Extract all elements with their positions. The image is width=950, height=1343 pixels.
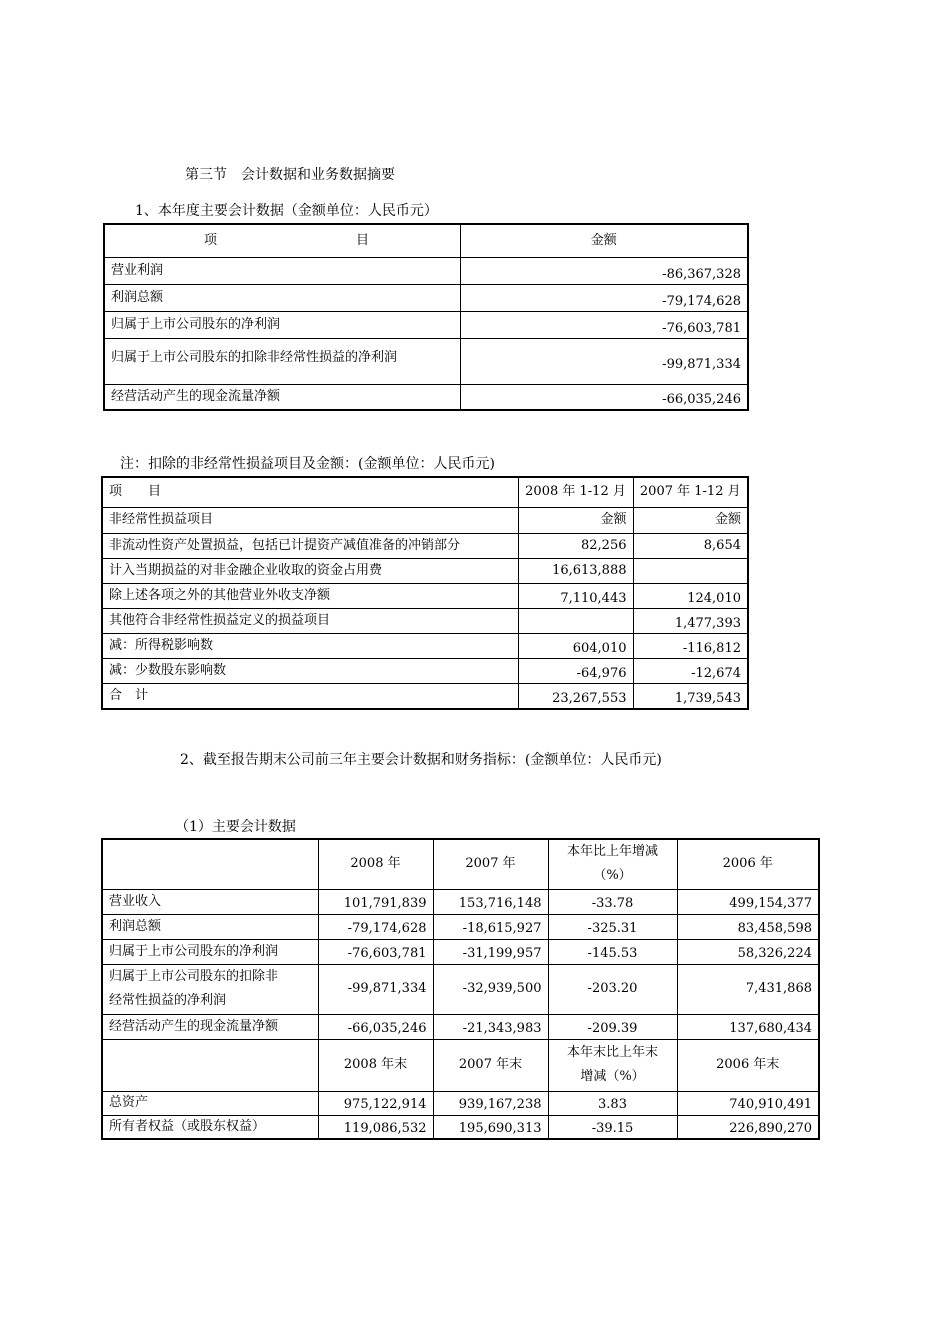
header2-blank — [102, 1039, 318, 1091]
row-label: 减：少数股东影响数 — [102, 658, 518, 683]
header-2008: 2008 年 1-12 月 — [518, 477, 633, 507]
header2-2008: 2008 年末 — [318, 1039, 433, 1091]
row-2007: 124,010 — [633, 583, 748, 608]
row-2006: 83,458,598 — [677, 914, 819, 939]
row-label: 总资产 — [102, 1091, 318, 1115]
table-total-row — [102, 683, 748, 709]
header-item-right: 目 — [356, 232, 370, 248]
table2-caption: 注：扣除的非经常性损益项目及金额：(金额单位：人民币元) — [120, 456, 495, 472]
total-label: 合 计 — [102, 683, 518, 709]
table-row — [102, 964, 819, 1014]
section2-caption: 2、截至报告期末公司前三年主要会计数据和财务指标：(金额单位：人民币元) — [180, 752, 662, 768]
row-2007: 8,654 — [633, 533, 748, 558]
row-2008: -66,035,246 — [318, 1014, 433, 1039]
row-label: 营业利润 — [104, 257, 460, 284]
row-value: -86,367,328 — [460, 257, 748, 284]
row-label: 归属于上市公司股东的扣除非经常性损益的净利润 — [104, 338, 460, 384]
row-2008: 975,122,914 — [318, 1091, 433, 1115]
row-2008: -64,976 — [518, 658, 633, 683]
row-2008: -76,603,781 — [318, 939, 433, 964]
row-change: -145.53 — [548, 939, 677, 964]
row-2007: 153,716,148 — [433, 889, 548, 914]
row-change: 3.83 — [548, 1091, 677, 1115]
row-2006: 226,890,270 — [677, 1115, 819, 1139]
table-header-row-2 — [102, 1039, 819, 1091]
row-2007 — [633, 558, 748, 583]
row-label: 经营活动产生的现金流量净额 — [102, 1014, 318, 1039]
row-2008 — [518, 608, 633, 633]
row-change: -33.78 — [548, 889, 677, 914]
header-2007: 2007 年 1-12 月 — [633, 477, 748, 507]
table-row — [104, 284, 748, 311]
row-value: -99,871,334 — [460, 338, 748, 384]
row-2007: 939,167,238 — [433, 1091, 548, 1115]
table-row — [102, 608, 748, 633]
table-row — [102, 533, 748, 558]
table-row — [104, 384, 748, 410]
header-amount: 金额 — [460, 224, 748, 257]
table-row — [102, 1091, 819, 1115]
row-label: 归属于上市公司股东的净利润 — [102, 939, 318, 964]
header2-2007: 2007 年末 — [433, 1039, 548, 1091]
total-2007: 1,739,543 — [633, 683, 748, 709]
row-label: 非流动性资产处置损益，包括已计提资产减值准备的冲销部分 — [102, 533, 518, 558]
table-header-row — [104, 224, 748, 257]
row-value: -76,603,781 — [460, 311, 748, 338]
header-change-line2: （%） — [593, 868, 632, 884]
row-2008: 16,613,888 — [518, 558, 633, 583]
header-blank — [102, 839, 318, 889]
row-label: 计入当期损益的对非金融企业收取的资金占用费 — [102, 558, 518, 583]
row-2007: -116,812 — [633, 633, 748, 658]
row-2007: 195,690,313 — [433, 1115, 548, 1139]
header-item-left: 项 — [204, 232, 218, 248]
row-label: 利润总额 — [102, 914, 318, 939]
total-2008: 23,267,553 — [518, 683, 633, 709]
header2-2006: 2006 年末 — [677, 1039, 819, 1091]
row-2007: -32,939,500 — [433, 964, 548, 1014]
row-2008: 7,110,443 — [518, 583, 633, 608]
row-label: 归属于上市公司股东的净利润 — [104, 311, 460, 338]
row-2006: 7,431,868 — [677, 964, 819, 1014]
row-change: -39.15 — [548, 1115, 677, 1139]
row-2006: 137,680,434 — [677, 1014, 819, 1039]
three-year-data-table — [101, 838, 820, 1140]
header-2008: 2008 年 — [318, 839, 433, 889]
row-2008: 82,256 — [518, 533, 633, 558]
row-2008: 101,791,839 — [318, 889, 433, 914]
table3-caption: （1）主要会计数据 — [175, 819, 296, 835]
non-recurring-items-table — [101, 476, 749, 710]
row-label: 所有者权益（或股东权益） — [102, 1115, 318, 1139]
row-2007: -12,674 — [633, 658, 748, 683]
row-2006: 499,154,377 — [677, 889, 819, 914]
row-2007: -21,343,983 — [433, 1014, 548, 1039]
table-row — [104, 338, 748, 384]
row-2007: -18,615,927 — [433, 914, 548, 939]
row-2008: 119,086,532 — [318, 1115, 433, 1139]
row-2008: -99,871,334 — [318, 964, 433, 1014]
header-change — [548, 839, 677, 889]
row-2008: -79,174,628 — [318, 914, 433, 939]
row-2008: 604,010 — [518, 633, 633, 658]
table-row — [102, 658, 748, 683]
row-2006: 740,910,491 — [677, 1091, 819, 1115]
row-label: 利润总额 — [104, 284, 460, 311]
header-item: 项 目 — [102, 477, 518, 507]
row-label — [102, 964, 318, 1014]
header2-change — [548, 1039, 677, 1091]
table-row — [102, 914, 819, 939]
row-value: -79,174,628 — [460, 284, 748, 311]
subheader-2008: 金额 — [518, 507, 633, 533]
main-accounting-data-table — [103, 223, 749, 411]
row-change: -203.20 — [548, 964, 677, 1014]
table-header-row — [102, 477, 748, 507]
table-row — [104, 257, 748, 284]
row-label: 经营活动产生的现金流量净额 — [104, 384, 460, 410]
header-change-line1: 本年比上年增减 — [566, 844, 658, 860]
row-2007: 1,477,393 — [633, 608, 748, 633]
row-label: 除上述各项之外的其他营业外收支净额 — [102, 583, 518, 608]
table-row — [102, 633, 748, 658]
table-row — [102, 583, 748, 608]
subheader-label: 非经常性损益项目 — [102, 507, 518, 533]
row-label-line1: 归属于上市公司股东的扣除非 — [109, 969, 279, 984]
subheader-2007: 金额 — [633, 507, 748, 533]
header2-change-line2: 增减（%） — [580, 1069, 645, 1084]
row-label: 减：所得税影响数 — [102, 633, 518, 658]
header-2006: 2006 年 — [677, 839, 819, 889]
table-row — [102, 1115, 819, 1139]
header-item — [104, 224, 460, 257]
table1-caption: 1、本年度主要会计数据（金额单位：人民币元） — [135, 203, 438, 219]
row-change: -325.31 — [548, 914, 677, 939]
row-label: 营业收入 — [102, 889, 318, 914]
table-row — [102, 889, 819, 914]
header2-change-line1: 本年末比上年末 — [566, 1045, 658, 1060]
row-2006: 58,326,224 — [677, 939, 819, 964]
row-2007: -31,199,957 — [433, 939, 548, 964]
table-row — [102, 558, 748, 583]
row-label: 其他符合非经常性损益定义的损益项目 — [102, 608, 518, 633]
table-row — [102, 939, 819, 964]
row-change: -209.39 — [548, 1014, 677, 1039]
section-title: 第三节 会计数据和业务数据摘要 — [185, 167, 395, 183]
table-row — [104, 311, 748, 338]
row-label-line2: 经常性损益的净利润 — [109, 993, 227, 1008]
table-row — [102, 1014, 819, 1039]
table-header-row — [102, 839, 819, 889]
row-value: -66,035,246 — [460, 384, 748, 410]
header-2007: 2007 年 — [433, 839, 548, 889]
table-subheader-row — [102, 507, 748, 533]
